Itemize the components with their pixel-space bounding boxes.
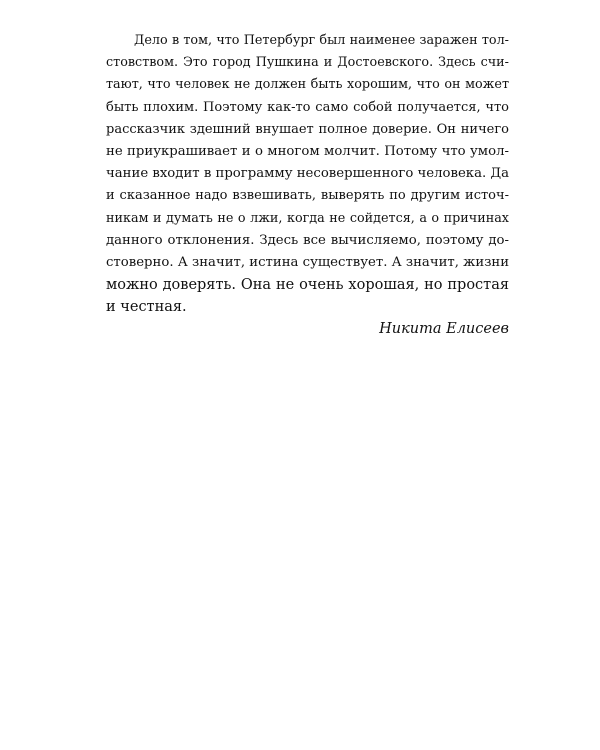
text-line: тают, что человек не должен быть хорошим, что он может [106,77,509,93]
text-line: и честная. [106,299,187,316]
text-line: быть плохим. Поэтому как-то само собой получается, что [106,99,509,115]
text-line: никам и думать не о лжи, когда не сойдется, а о причинах [106,210,509,226]
text-line: рассказчик здешний внушает полное доверие. Он ничего [106,121,509,137]
text-block [106,30,509,341]
text-line: Дело в том, что Петербург был наименее заражен тол- [134,33,509,48]
text-line: данного отклонения. Здесь все вычисляемо, поэтому до- [106,232,509,248]
text-line: стовством. Это город Пушкина и Достоевского. Здесь счи- [106,55,509,71]
text-line: не приукрашивает и о многом молчит. Потому что умол- [106,143,509,159]
text-line: можно доверять. Она не очень хорошая, но простая [106,277,509,294]
author-signature: Никита Елисеев [379,321,509,338]
text-line: стоверно. А значит, истина существует. А значит, жизни [106,254,510,270]
text-line: чание входит в программу несовершенного человека. Да [106,166,510,182]
text-line: и сказанное надо взвешивать, выверять по другим источ- [106,188,509,204]
